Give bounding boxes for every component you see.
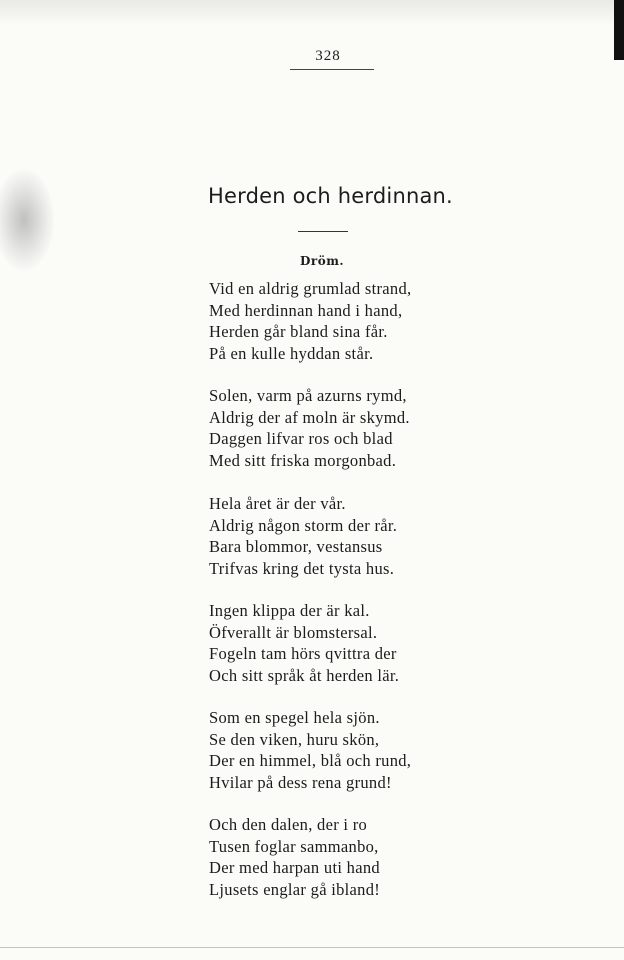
verse-line: Der en himmel, blå och rund, (209, 751, 412, 770)
verse-line: Bara blommor, vestansus (209, 537, 383, 556)
verse-line: Och den dalen, der i ro (209, 815, 368, 834)
page-number: 328 (315, 48, 341, 64)
verse-line: Ljusets englar gå ibland! (209, 879, 381, 899)
verse-line: Tusen foglar sammanbo, (209, 836, 379, 856)
verse-line: Med herdinnan hand i hand, (209, 300, 403, 320)
verse-line: Trifvas kring det tysta hus. (209, 558, 395, 578)
stanza-3 (209, 493, 509, 579)
verse-line: Som en spegel hela sjön. (209, 708, 380, 727)
verse-line: Öfverallt är blomstersal. (209, 622, 378, 642)
verse-line: Der med harpan uti hand (209, 858, 380, 877)
verse-line: Fogeln tam hörs qvittra der (209, 644, 397, 663)
stanza-1 (209, 278, 509, 364)
scan-noise-top (0, 0, 624, 26)
verse-line: På en kulle hyddan står. (209, 343, 374, 363)
verse-line: Solen, varm på azurns rymd, (209, 386, 407, 405)
verse-line: Daggen lifvar ros och blad (209, 429, 393, 448)
scan-edge-bottom (0, 947, 624, 948)
verse-line: Herden går bland sina får. (209, 322, 388, 341)
poem-body (209, 278, 509, 921)
stanza-2 (209, 385, 509, 471)
stanza-5 (209, 707, 509, 793)
verse-line: Aldrig någon storm der rår. (209, 515, 398, 535)
poem-subtitle: Dröm. (300, 254, 345, 268)
scan-edge-shadow (614, 0, 624, 60)
verse-line: Med sitt friska morgonbad. (209, 450, 397, 470)
verse-line: Ingen klippa der är kal. (209, 601, 370, 620)
verse-line: Hvilar på dess rena grund! (209, 772, 392, 792)
verse-line: Se den viken, huru skön, (209, 729, 380, 749)
verse-line: Hela året är der vår. (209, 494, 346, 513)
poem-title: Herden och herdinnan. (208, 184, 453, 208)
verse-line: Aldrig der af moln är skymd. (209, 407, 410, 427)
verse-line: Vid en aldrig grumlad strand, (209, 279, 412, 298)
page-number-rule (290, 69, 374, 70)
stanza-6 (209, 814, 509, 900)
title-divider (298, 231, 348, 232)
ink-smudge (0, 170, 54, 270)
verse-line: Och sitt språk åt herden lär. (209, 665, 400, 685)
stanza-4 (209, 600, 509, 686)
